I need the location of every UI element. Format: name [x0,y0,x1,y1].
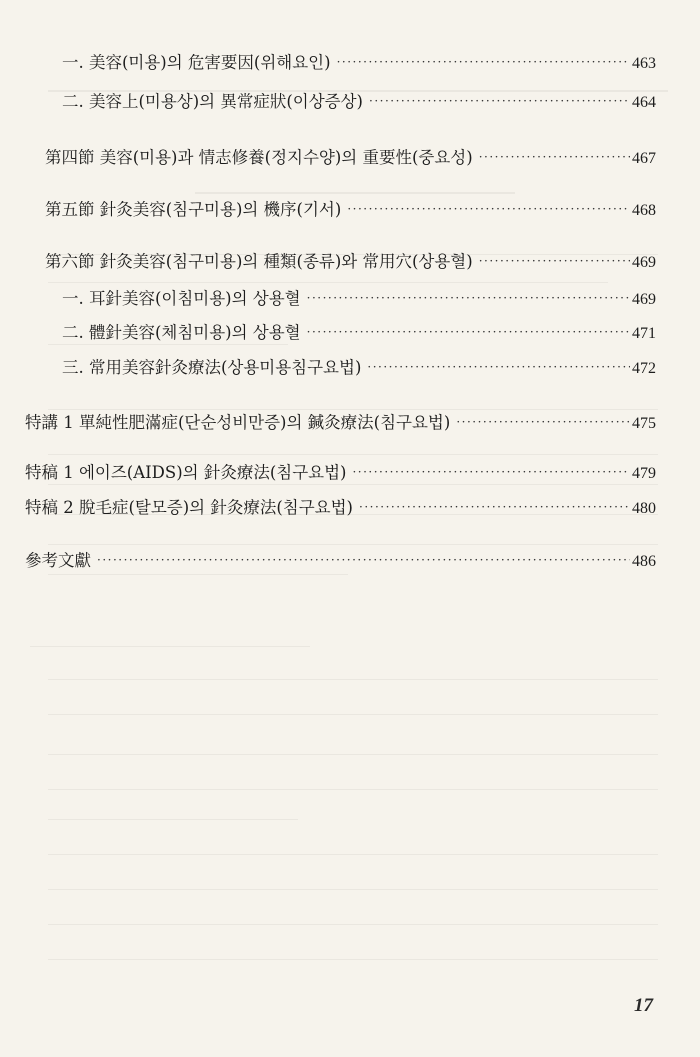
toc-entry-10 [25,463,656,484]
dot-leader [479,147,630,167]
toc-entry-page: 467 [632,150,656,167]
toc-entry-page: 463 [632,55,656,72]
dot-leader [359,497,630,517]
toc-entry-page: 469 [632,291,656,308]
toc-entry-label: 特稿 1 에이즈(AIDS)의 針灸療法(침구요법) [25,463,347,482]
toc-entry-page: 480 [632,500,656,517]
dot-leader [337,52,630,72]
toc-entry-8 [62,358,656,379]
toc-entry-label: 第四節 美容(미용)과 情志修養(정지수양)의 重要性(중요성) [45,148,473,167]
toc-entry-9 [25,413,656,434]
toc-entry-5 [45,252,656,273]
toc-entry-label: 二. 體針美容(체침미용)의 상용혈 [62,323,301,342]
page-number: 17 [634,995,653,1016]
toc-entry-page: 468 [632,202,656,219]
dot-leader [307,288,630,308]
toc-entry-page: 475 [632,415,656,432]
toc-entry-page: 486 [632,553,656,570]
toc-entry-label: 特講 1 單純性肥滿症(단순성비만증)의 鍼灸療法(침구요법) [25,413,451,432]
dot-leader [97,550,630,570]
toc-entry-4 [45,200,656,221]
toc-entry-label: 三. 常用美容針灸療法(상용미용침구요법) [62,358,362,377]
dot-leader [479,251,630,271]
dot-leader [307,322,630,342]
dot-leader [456,412,630,432]
dot-leader [347,199,630,219]
toc-entry-page: 479 [632,465,656,482]
toc-entry-label: 參考文獻 [25,551,91,570]
toc-entry-label: 二. 美容上(미용상)의 異常症狀(이상증상) [62,92,363,111]
dot-leader [369,91,630,111]
toc-entry-1 [62,53,656,74]
toc-entry-label: 第五節 針灸美容(침구미용)의 機序(기서) [45,200,342,219]
toc-entry-2 [62,92,656,113]
toc-entry-3 [45,148,656,169]
toc-entry-label: 一. 耳針美容(이침미용)의 상용혈 [62,289,301,308]
toc-entry-7 [62,323,656,344]
toc-entry-page: 471 [632,325,656,342]
toc-entry-label: 特稿 2 脫毛症(탈모증)의 針灸療法(침구요법) [25,498,353,517]
toc-entry-11 [25,498,656,519]
toc-entry-6 [62,289,656,310]
toc-entry-page: 469 [632,254,656,271]
toc-entry-page: 464 [632,94,656,111]
dot-leader [352,462,630,482]
toc-entry-label: 一. 美容(미용)의 危害要因(위해요인) [62,53,331,72]
toc-entry-12 [25,551,656,572]
toc-entry-page: 472 [632,360,656,377]
toc-entry-label: 第六節 針灸美容(침구미용)의 種類(종류)와 常用穴(상용혈) [45,252,473,271]
dot-leader [367,357,630,377]
